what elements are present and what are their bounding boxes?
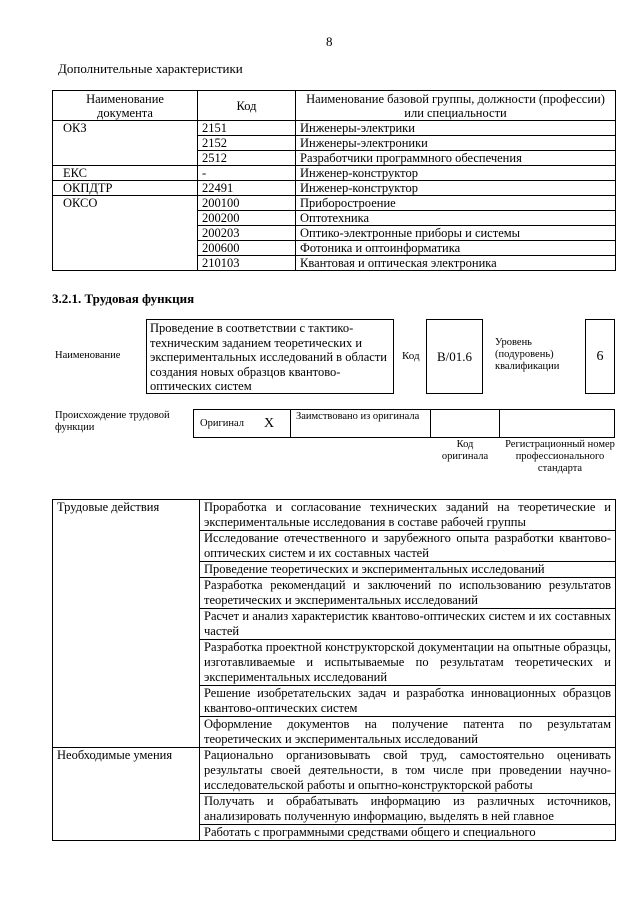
page-number: 8	[326, 34, 333, 49]
table-row	[53, 166, 616, 181]
code-cell: -	[198, 166, 296, 181]
table-row	[53, 500, 616, 531]
document-cell: ЕКС	[53, 166, 198, 181]
code-cell: 200100	[198, 196, 296, 211]
code-label: Код	[402, 350, 420, 362]
origin-row	[193, 409, 615, 438]
list-item: Получать и обрабатывать информацию из различных источников, анализировать полученную информацию, выделять в ней главное	[200, 794, 616, 825]
reg-number-cell	[499, 410, 615, 437]
original-label: Оригинал	[200, 418, 244, 429]
col-header-document: Наименование документа	[53, 91, 198, 121]
original-cell	[193, 410, 291, 437]
origin-label: Происхождение трудовой функции	[55, 410, 170, 433]
name-cell: Инженеры-электроники	[296, 136, 616, 151]
name-cell: Инженер-конструктор	[296, 166, 616, 181]
reg-number-caption: Регистрационный номер профессионального стандарта	[505, 439, 615, 474]
name-cell: Инженер-конструктор	[296, 181, 616, 196]
code-cell: 210103	[198, 256, 296, 271]
name-cell: Фотоника и оптоинформатика	[296, 241, 616, 256]
code-cell: 2152	[198, 136, 296, 151]
list-item: Расчет и анализ характеристик квантово-оптических систем и их составных частей	[200, 609, 616, 640]
function-title: 3.2.1. Трудовая функция	[52, 291, 195, 306]
borrowed-label: Заимствовано из оригинала	[296, 411, 420, 422]
table-row	[53, 181, 616, 196]
name-cell: Оптико-электронные приборы и системы	[296, 226, 616, 241]
original-code-cell	[430, 410, 500, 437]
list-item: Рационально организовывать свой труд, самостоятельно оценивать результаты своей деятельности, в том числе при проведении научно-исследовательской работы и опытно-конструкторской работы	[200, 748, 616, 794]
document-cell: ОКПДТР	[53, 181, 198, 196]
code-cell: 22491	[198, 181, 296, 196]
document-cell: ОКСО	[53, 196, 198, 271]
qualification-level: 6	[585, 319, 615, 394]
function-code: B/01.6	[426, 319, 483, 394]
row-label: Необходимые умения	[53, 748, 200, 841]
table-row	[53, 196, 616, 211]
document-cell: ОКЗ	[53, 121, 198, 166]
name-cell: Оптотехника	[296, 211, 616, 226]
col-header-name: Наименование базовой группы, должности (профессии) или специальности	[296, 91, 616, 121]
list-item: Оформление документов на получение патента по результатам теоретических и экспериментальных исследований	[200, 717, 616, 748]
col-header-code: Код	[198, 91, 296, 121]
function-name: Проведение в соответствии с тактико-техническим заданием теоретических и экспериментальных исследований в области создания новых образцов квантово-оптических систем	[146, 319, 394, 394]
code-cell: 2151	[198, 121, 296, 136]
name-label: Наименование	[55, 350, 121, 361]
table-row	[53, 121, 616, 136]
name-cell: Квантовая и оптическая электроника	[296, 256, 616, 271]
list-item: Проработка и согласование технических заданий на теоретические и экспериментальные исследования в составе рабочей группы	[200, 500, 616, 531]
table-row	[53, 748, 616, 794]
labor-actions-table	[52, 499, 616, 841]
characteristics-table	[52, 90, 616, 271]
code-cell: 200203	[198, 226, 296, 241]
list-item: Проведение теоретических и экспериментальных исследований	[200, 562, 616, 578]
section-heading: Дополнительные характеристики	[58, 61, 243, 76]
list-item: Исследование отечественного и зарубежного опыта разработки квантово-оптических систем и их составных частей	[200, 531, 616, 562]
list-item: Работать с программными средствами общего и специального	[200, 825, 616, 841]
original-mark: X	[264, 416, 275, 431]
code-cell: 200200	[198, 211, 296, 226]
level-label: Уровень (подуровень) квалификации	[495, 337, 560, 372]
list-item: Разработка проектной конструкторской документации на опытные образцы, изготавливаемые и испытываемые по результатам теоретических и экспериментальных исследований	[200, 640, 616, 686]
list-item: Решение изобретательских задач и разработка инновационных образцов квантово-оптических систем	[200, 686, 616, 717]
code-cell: 2512	[198, 151, 296, 166]
row-label: Трудовые действия	[53, 500, 200, 748]
name-cell: Инженеры-электрики	[296, 121, 616, 136]
list-item: Разработка рекомендаций и заключений по использованию результатов теоретических и экспериментальных исследований	[200, 578, 616, 609]
name-cell: Разработчики программного обеспечения	[296, 151, 616, 166]
code-cell: 200600	[198, 241, 296, 256]
name-cell: Приборостроение	[296, 196, 616, 211]
code-original-caption: Код оригинала	[441, 439, 489, 462]
